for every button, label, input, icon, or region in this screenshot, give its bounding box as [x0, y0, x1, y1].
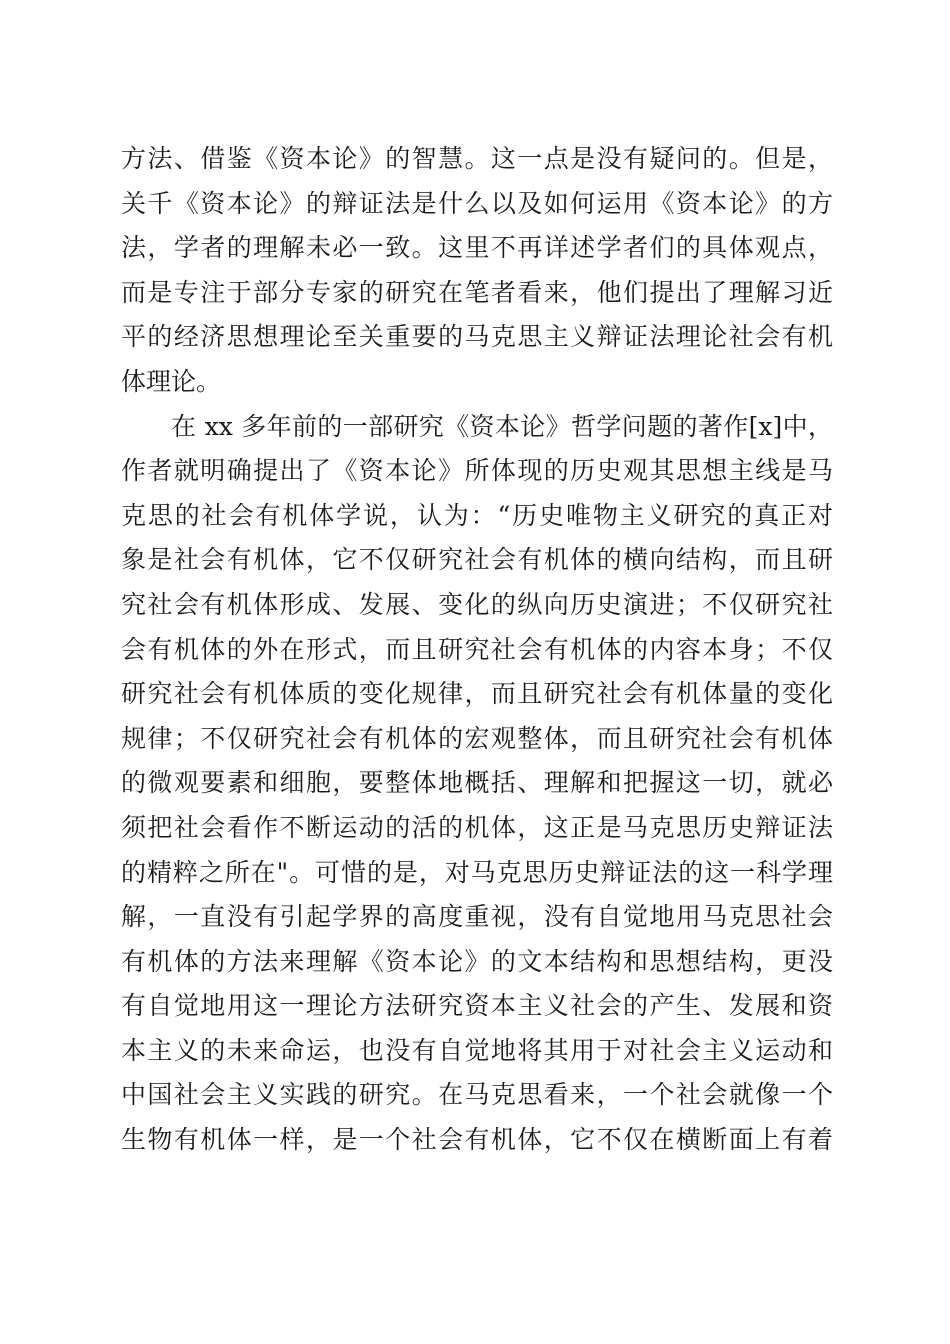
text-line: 关千《资本论》的辩证法是什么以及如何运用《资本论》的方	[121, 188, 833, 218]
text-line: 在 xx 多年前的一部研究《资本论》哲学问题的著作[x]中，	[171, 411, 833, 441]
text-line: 克思的社会有机体学说，认为：“历史唯物主义研究的真正对	[121, 500, 833, 530]
text-line: 生物有机体一样，是一个社会有机体，它不仅在横断面上有着	[121, 1125, 833, 1155]
text-line: 本主义的未来命运，也没有自觉地将其用于对社会主义运动和	[121, 1035, 833, 1065]
text-line: 平的经济思想理论至关重要的马克思主义辩证法理论社会有机	[121, 322, 833, 352]
text-line: 作者就明确提出了《资本论》所体现的历史观其思想主线是马	[121, 456, 833, 486]
text-line: 法，学者的理解未必一致。这里不再详述学者们的具体观点，	[121, 233, 833, 263]
paragraph-1	[121, 137, 833, 405]
text-line: 的微观要素和细胞，要整体地概括、理解和把握这一切，就必	[121, 768, 833, 798]
text-line: 象是社会有机体，它不仅研究社会有机体的横向结构，而且研	[121, 545, 833, 575]
text-line: 有机体的方法来理解《资本论》的文本结构和思想结构，更没	[121, 946, 833, 976]
text-line: 须把社会看作不断运动的活的机体，这正是马克思历史辩证法	[121, 812, 833, 842]
text-line: 会有机体的外在形式，而且研究社会有机体的内容本身；不仅	[121, 634, 833, 664]
text-line: 的精粹之所在"。可惜的是，对马克思历史辩证法的这一科学理	[121, 857, 833, 887]
text-line: 方法、借鉴《资本论》的智慧。这一点是没有疑问的。但是，	[121, 144, 833, 173]
text-line: 究社会有机体形成、发展、变化的纵向历史演进；不仅研究社	[121, 589, 833, 619]
text-line: 解，一直没有引起学界的高度重视，没有自觉地用马克思社会	[121, 902, 833, 932]
text-line: 体理论。	[121, 366, 222, 396]
text-line: 研究社会有机体质的变化规律，而且研究社会有机体量的变化	[121, 679, 833, 709]
paragraph-2	[121, 405, 833, 1163]
text-line: 有自觉地用这一理论方法研究资本主义社会的产生、发展和资	[121, 991, 833, 1021]
text-line: 而是专注于部分专家的研究在笔者看来，他们提出了理解习近	[121, 277, 833, 307]
text-line: 中国社会主义实践的研究。在马克思看来，一个社会就像一个	[121, 1080, 833, 1110]
text-line: 规律；不仅研究社会有机体的宏观整体，而且研究社会有机体	[121, 723, 833, 753]
body-text	[121, 137, 833, 1163]
